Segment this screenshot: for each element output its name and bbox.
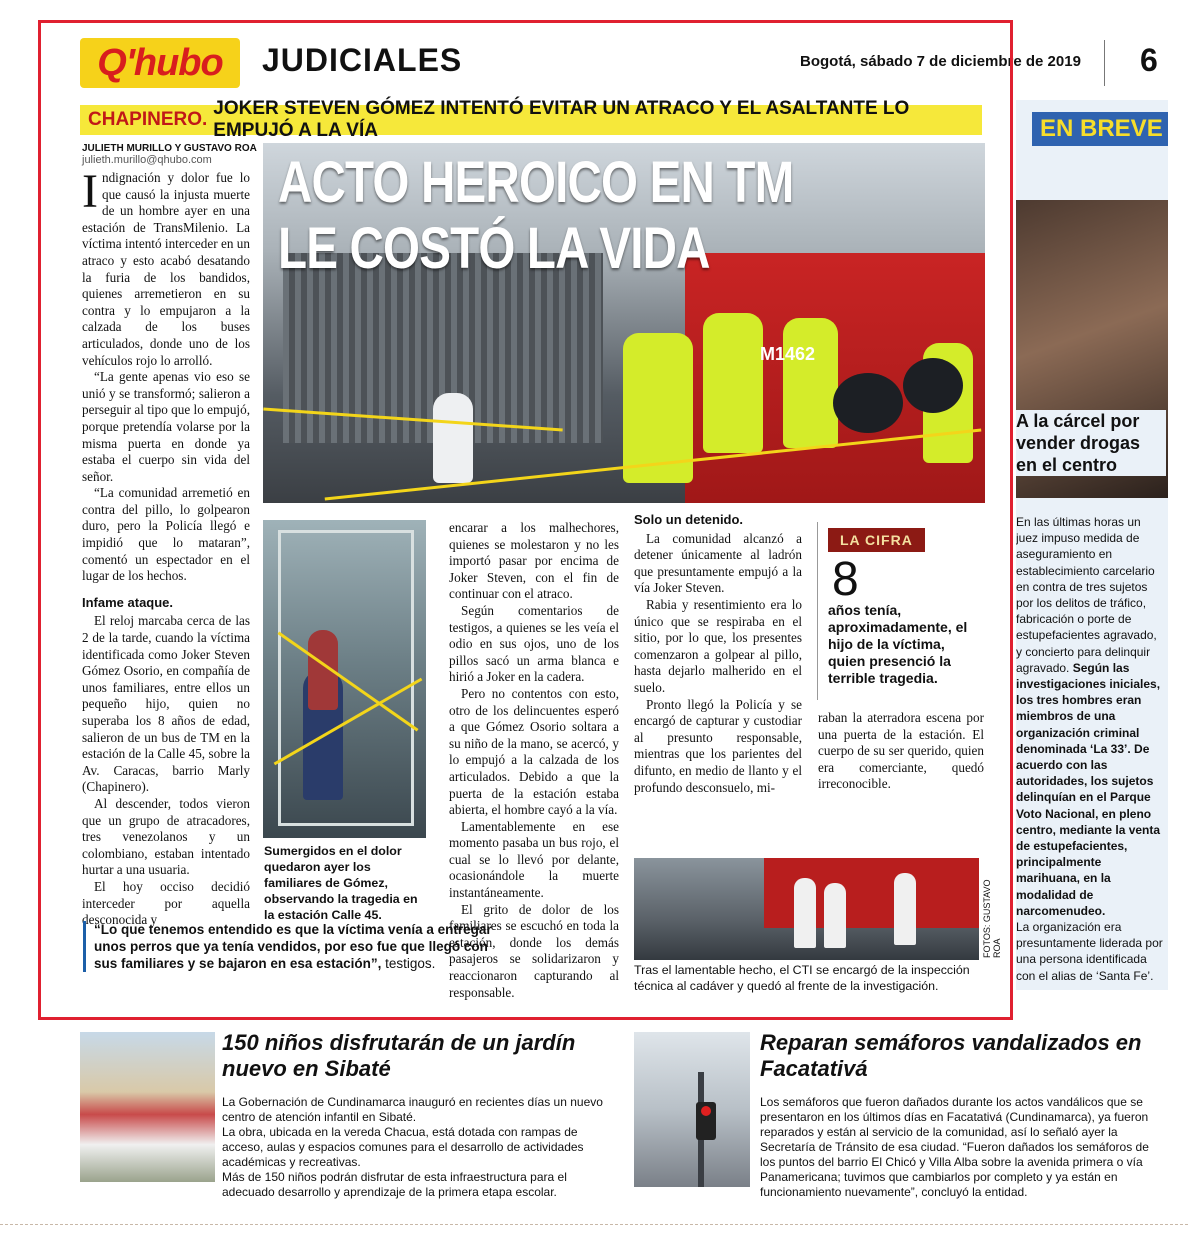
sidebar-body	[1016, 514, 1166, 984]
paragraph: Según comentarios de testigos, a quienes se les veía el odio en sus ojos, uno de los pillos sacó un arma blanca e hirió a Joker en la cadera.	[449, 602, 619, 685]
photo-credit: FOTOS: GUSTAVO ROA	[982, 879, 1002, 958]
byline-email: julieth.murillo@qhubo.com	[82, 154, 212, 166]
la-cifra-box	[817, 522, 986, 700]
brief-1-body	[222, 1095, 617, 1200]
kicker-place: CHAPINERO.	[88, 109, 208, 130]
brief-2-title: Reparan semáforos vandalizados en Facatativá	[760, 1030, 1142, 1081]
paragraph: El reloj marcaba cerca de las 2 de la tarde, cuando la víctima identificada como Joker Steven Gómez Osorio, en compañía de unos familiares, entre ellos un pequeño hijo, quien no superaba los 8 años de edad, salieron de un bus de TM en la estación de la Calle 45, sobre la Av. Caracas, barrio Marly (Chapinero).	[82, 613, 250, 795]
masthead-divider	[1104, 40, 1105, 86]
article-column-4	[634, 512, 802, 796]
police-helmet	[903, 358, 963, 413]
qhubo-logo: Q'hubo	[80, 38, 240, 88]
paragraph: La Gobernación de Cundinamarca inauguró en recientes días un nuevo centro de atención infantil en Sibaté.	[222, 1095, 603, 1124]
paragraph: raban la aterradora escena por una puerta de la estación. El cuerpo de su ser querido, quien era comerciante, quedó irreconocible.	[818, 710, 984, 792]
paragraph: Lamentablemente en ese momento pasaba un bus rojo, el cual se lo llevó por delante, ocasionándole la muerte instantáneamente.	[449, 818, 619, 901]
pull-quote-attribution: testigos.	[381, 956, 436, 971]
sidebar-title: A la cárcel por vender drogas en el centro	[1016, 410, 1166, 476]
kicker-banner	[80, 98, 982, 141]
paragraph: Más de 150 niños podrán disfrutar de esta infraestructura para el adecuado desarrollo y aprendizaje de la primera etapa escolar.	[222, 1170, 567, 1199]
la-cifra-number: 8	[832, 553, 859, 606]
traffic-light-photo	[634, 1032, 750, 1187]
dateline: Bogotá, sábado 7 de diciembre de 2019	[800, 53, 1081, 70]
byline-authors: JULIETH MURILLO Y GUSTAVO ROA	[82, 143, 257, 154]
paragraph: La obra, ubicada en la vereda Chacua, está dotada con rampas de acceso, aulas y espacios comunes para el desarrollo de actividades académicas y recreativas.	[222, 1125, 584, 1169]
police-helmet	[833, 373, 903, 433]
page-bottom-rule	[0, 1224, 1188, 1225]
headline-line-1: ACTO HEROICO EN TM	[278, 150, 794, 215]
paragraph: encarar a los malhechores, quienes se molestaron y no les importó pasar por encima de Joker Steven, con el fin de continuar con el atraco.	[449, 520, 619, 602]
forensic-investigator	[824, 883, 846, 948]
forensic-investigator	[894, 873, 916, 945]
en-breve-sidebar	[1016, 100, 1168, 990]
red-light	[701, 1106, 711, 1116]
forensic-investigator	[433, 393, 473, 483]
article-column-5	[818, 710, 984, 793]
subhead-solo-un-detenido: Solo un detenido.	[634, 512, 744, 527]
paragraph: Pronto llegó la Policía y se encargó de capturar y custodiar al presunto responsable, mientras que los parientes del difunto, en medio de llanto y el profundo desconsuelo, mi-	[634, 696, 802, 795]
paragraph: Pero no contentos con esto, otro de los delincuentes esperó a que Gómez Osorio soltara a su niño de la mano, se acercó, y lo empujó a la calzada de los articulados. Debido a que la puerta de la estación estaba abierta, el hombre cayó a la vía.	[449, 685, 619, 818]
kindergarten-photo	[80, 1032, 215, 1182]
subhead-infame-ataque: Infame ataque.	[82, 594, 174, 610]
article-column-1	[82, 165, 250, 929]
sidebar-body-part: Según las investigaciones iniciales, los tres hombres eran miembros de una organización criminal denominada ‘La 33’. De acuerdo con las autoridades, los sujetos delinquían en el Parque Voto Nacional, en pleno centro, mediante la venta de estupefacientes, principalmente marihuana, en la modalidad de narcomenudeo.	[1016, 660, 1161, 918]
paragraph: “La comunidad arremetió en contra del pillo, lo golpearon duro, pero la Policía llegó e impidió que lo mataran”, comentó un espectador en el lugar de los hechos.	[82, 485, 250, 584]
paragraph: La comunidad alcanzó a detener únicamente al ladrón que presuntamente empujó a la vía Joker Steven.	[634, 530, 802, 596]
police-officer	[703, 313, 763, 453]
family-photo-caption: Sumergidos en el dolor quedaron ayer los familiares de Gómez, observando la tragedia en la estación Calle 45.	[264, 844, 418, 922]
headline	[278, 150, 793, 282]
pull-quote-text: “Lo que tenemos entendido es que la víctima venía a entregar unos perros que ya tenía vendidos, por eso fue que llegó con sus familiares y se bajaron en esa estación”,	[94, 922, 492, 971]
paragraph: “La gente apenas vio eso se unió y se transformó; salieron a perseguir al tipo que lo empujó, porque pretendía volarse por la misma puerta en donde ya estaba el cuerpo sin vida del señor.	[82, 369, 250, 484]
sidebar-body-part: La organización era presuntamente liderada por una persona identificada con el alias de ‘Santa Fe’.	[1016, 920, 1163, 983]
la-cifra-text: años tenía, aproximadamente, el hijo de la víctima, quien presenció la terrible tragedia.	[828, 602, 968, 686]
brief-1-title: 150 niños disfrutarán de un jardín nuevo en Sibaté	[222, 1030, 576, 1081]
section-title: JUDICIALES	[262, 42, 463, 78]
paragraph: ndignación y dolor fue lo que causó la injusta muerte de un hombre ayer en una estación de TransMilenio. La víctima intentó interceder en un atraco y esto acabó desatando la furia de los bandidos, quienes arremetieron en su contra y lo empujaron a la calzada de los buses articulados, donde uno de los vehículos rojo lo arrolló.	[82, 170, 250, 368]
family-photo	[263, 520, 426, 838]
la-cifra-tag: LA CIFRA	[828, 528, 925, 552]
paragraph: Rabia y resentimiento era lo único que se respiraba en el sitio, por lo que, los presentes comenzaron a golpear al pillo, hasta dejarlo malherido en el suelo.	[634, 596, 802, 695]
paragraph: El grito de dolor de los familiares se escuchó en toda la estación, donde los demás pasajeros se solidarizaron y reaccionaron capturando al responsable.	[449, 901, 619, 1000]
paragraph: Al descender, todos vieron que un grupo de atracadores, tres venezolanos y un colombiano, estaban intentado hurtar a una usuaria.	[82, 795, 250, 878]
page-number: 6	[1140, 42, 1158, 78]
headline-line-2: LE COSTÓ LA VIDA	[278, 216, 710, 281]
sidebar-body-part: En las últimas horas un juez impuso medida de aseguramiento en establecimiento carcelario en contra de tres sujetos por los delitos de tráfico, fabricación o porte de estupefacientes agravado, y concierto para delinquir agravado.	[1016, 515, 1157, 675]
pull-quote	[83, 921, 514, 972]
cti-photo-caption: Tras el lamentable hecho, el CTI se encargó de la inspección técnica al cadáver y quedó al frente de la investigación.	[634, 963, 970, 993]
cti-photo	[634, 858, 979, 960]
dropcap: I	[82, 165, 98, 218]
brief-2-body: Los semáforos que fueron dañados durante los actos vandálicos que se presentaron en los últimos días en Facatativá (Cundinamarca), ya fueron reparados y están al servicio de la comunidad, así lo señaló ayer la Secretaría de Tránsito de esa ciudad. “Fueron dañados los semáforos de los puntos del barrio El Chicó y Villa Alba sobre la avenida primera o vía Panamericana; tuvimos que cambiarlos por completo y ya están en funcionamiento nuevamente”, concluyó la entidad.	[760, 1095, 1149, 1199]
bus-number: M1462	[760, 344, 816, 364]
byline	[82, 143, 257, 166]
paragraph: El hoy occiso decidió interceder por aquella desconocida y	[82, 878, 250, 928]
police-officer	[783, 318, 838, 448]
en-breve-header: EN BREVE	[1032, 112, 1168, 146]
forensic-investigator	[794, 878, 816, 948]
kicker-text: JOKER STEVEN GÓMEZ INTENTÓ EVITAR UN ATRACO Y EL ASALTANTE LO EMPUJÓ A LA VÍA	[213, 98, 910, 141]
